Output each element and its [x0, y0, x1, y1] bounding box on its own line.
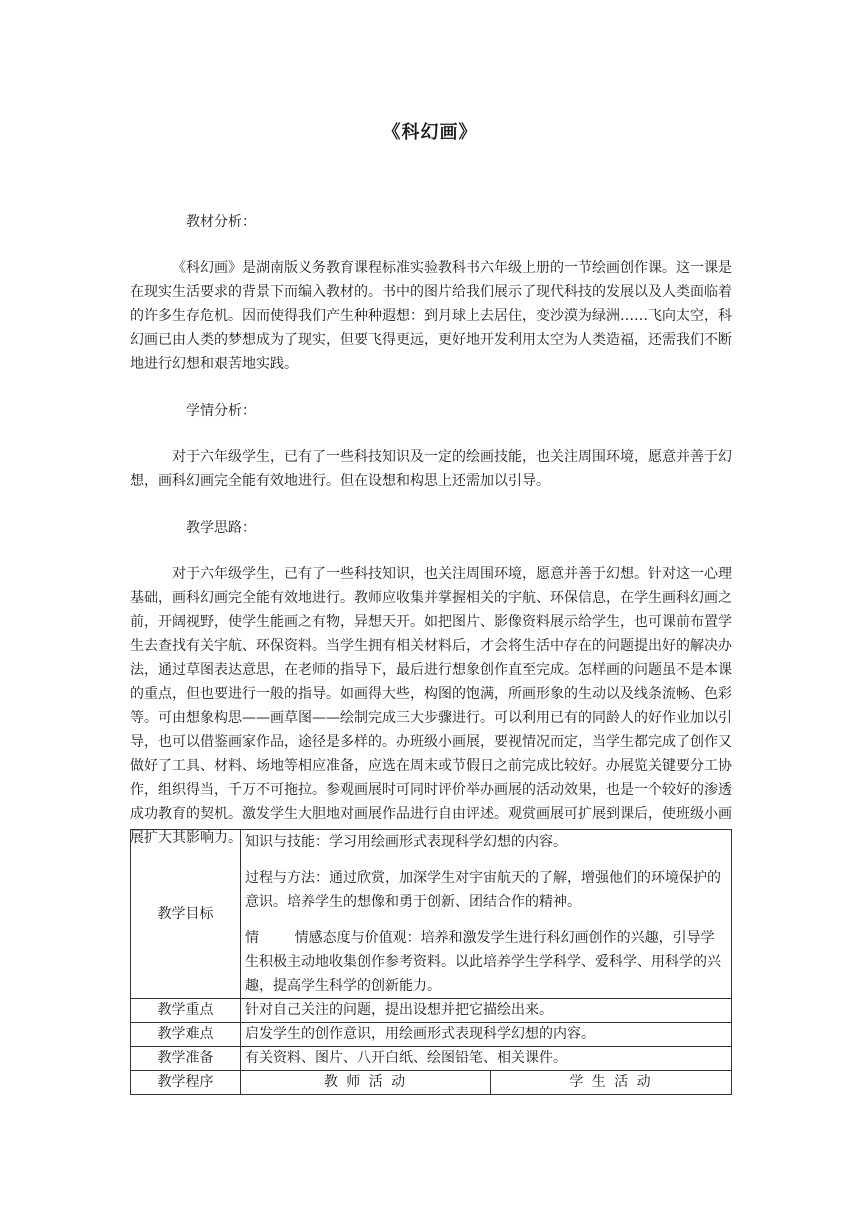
- preparation-value: 有关资料、图片、八开白纸、绘图铅笔、相关课件。: [241, 1047, 732, 1071]
- preparation-label: 教学准备: [131, 1047, 241, 1071]
- table-row-preparation: [131, 1047, 732, 1071]
- teacher-activity-header: 教 师 活 动: [241, 1071, 491, 1095]
- lesson-plan-table: [130, 829, 732, 1095]
- table-row-difficulties: [131, 1023, 732, 1047]
- section-heading-material-analysis: 教材分析：: [186, 214, 256, 230]
- goal-process: 过程与方法：通过欣赏，加深学生对宇宙航天的了解，增强他们的环境保护的意识。培养学生的想像和勇于创新、团结合作的精神。: [245, 870, 721, 910]
- section-paragraph-material-analysis: 《科幻画》是湖南版义务教育课程标准实验教科书六年级上册的一节绘画创作课。这一课是在现实生活要求的背景下而编入教材的。书中的图片给我们展示了现代科技的发展以及人类面临着的许多生存危机。因而使得我们产生种种遐想：到月球上去居住，变沙漠为绿洲……飞向太空，科幻画已由人类的梦想成为了现实，但要飞得更远，更好地开发利用太空为人类造福，还需我们不断地进行幻想和艰苦地实践。: [130, 260, 732, 372]
- table-row-procedure: [131, 1071, 732, 1095]
- section-heading-teaching-approach: 教学思路：: [186, 520, 256, 536]
- difficulties-label: 教学难点: [131, 1023, 241, 1047]
- table-row-key-points: [131, 999, 732, 1023]
- key-points-value: 针对自己关注的问题，提出设想并把它描绘出来。: [241, 999, 732, 1023]
- student-activity-header: 学 生 活 动: [491, 1071, 732, 1095]
- document-title: 《科幻画》: [382, 122, 478, 143]
- goal-knowledge: 知识与技能：学习用绘画形式表现科学幻想的内容。: [245, 834, 567, 850]
- section-heading-student-analysis: 学情分析：: [186, 403, 256, 419]
- section-paragraph-student-analysis: 对于六年级学生，已有了一些科技知识及一定的绘画技能，也关注周围环境，愿意并善于幻想，画科幻画完全能有效地进行。但在设想和构思上还需加以引导。: [130, 449, 732, 489]
- goals-label: 教学目标: [131, 830, 241, 999]
- goal-emotion: 情 情感态度与价值观：培养和激发学生进行科幻画创作的兴趣，引导学生积极主动地收集创作参考资料。以此培养学生学科学、爱科学、用科学的兴趣，提高学生科学的创新能力。: [245, 930, 721, 994]
- document-body: [130, 210, 732, 850]
- section-paragraph-teaching-approach: 对于六年级学生，已有了一些科技知识，也关注周围环境，愿意并善于幻想。针对这一心理基础，画科幻画完全能有效地进行。教师应收集并掌握相关的宇航、环保信息，在学生画科幻画之前，开阔视野，使学生能画之有物，异想天开。如把图片、影像资料展示给学生，也可课前布置学生去查找有关宇航、环保资料。当学生拥有相关材料后，才会将生活中存在的问题提出好的解决办法，通过草图表达意思，在老师的指导下，最后进行想象创作直至完成。怎样画的问题虽不是本课的重点，但也要进行一般的指导。如画得大些，构图的饱满，所画形象的生动以及线条流畅、色彩等。可由想象构思——画草图——绘制完成三大步骤进行。可以利用已有的同龄人的好作业加以引导，也可以借鉴画家作品，途径是多样的。办班级小画展，要视情况而定，当学生都完成了创作又做好了工具、材料、场地等相应准备，应选在周末或节假日之前完成比较好。办展览关键要分工协作，组织得当，千万不可拖拉。参观画展时可同时评价举办画展的活动效果，也是一个较好的渗透成功教育的契机。激发学生大胆地对画展作品进行自由评述。观赏画展可扩展到课后，使班级小画展扩大其影响力。: [130, 566, 732, 846]
- key-points-label: 教学重点: [131, 999, 241, 1023]
- difficulties-value: 启发学生的创作意识，用绘画形式表现科学幻想的内容。: [241, 1023, 732, 1047]
- goals-cell: [241, 830, 732, 999]
- table-row-goals: [131, 830, 732, 999]
- procedure-label: 教学程序: [131, 1071, 241, 1095]
